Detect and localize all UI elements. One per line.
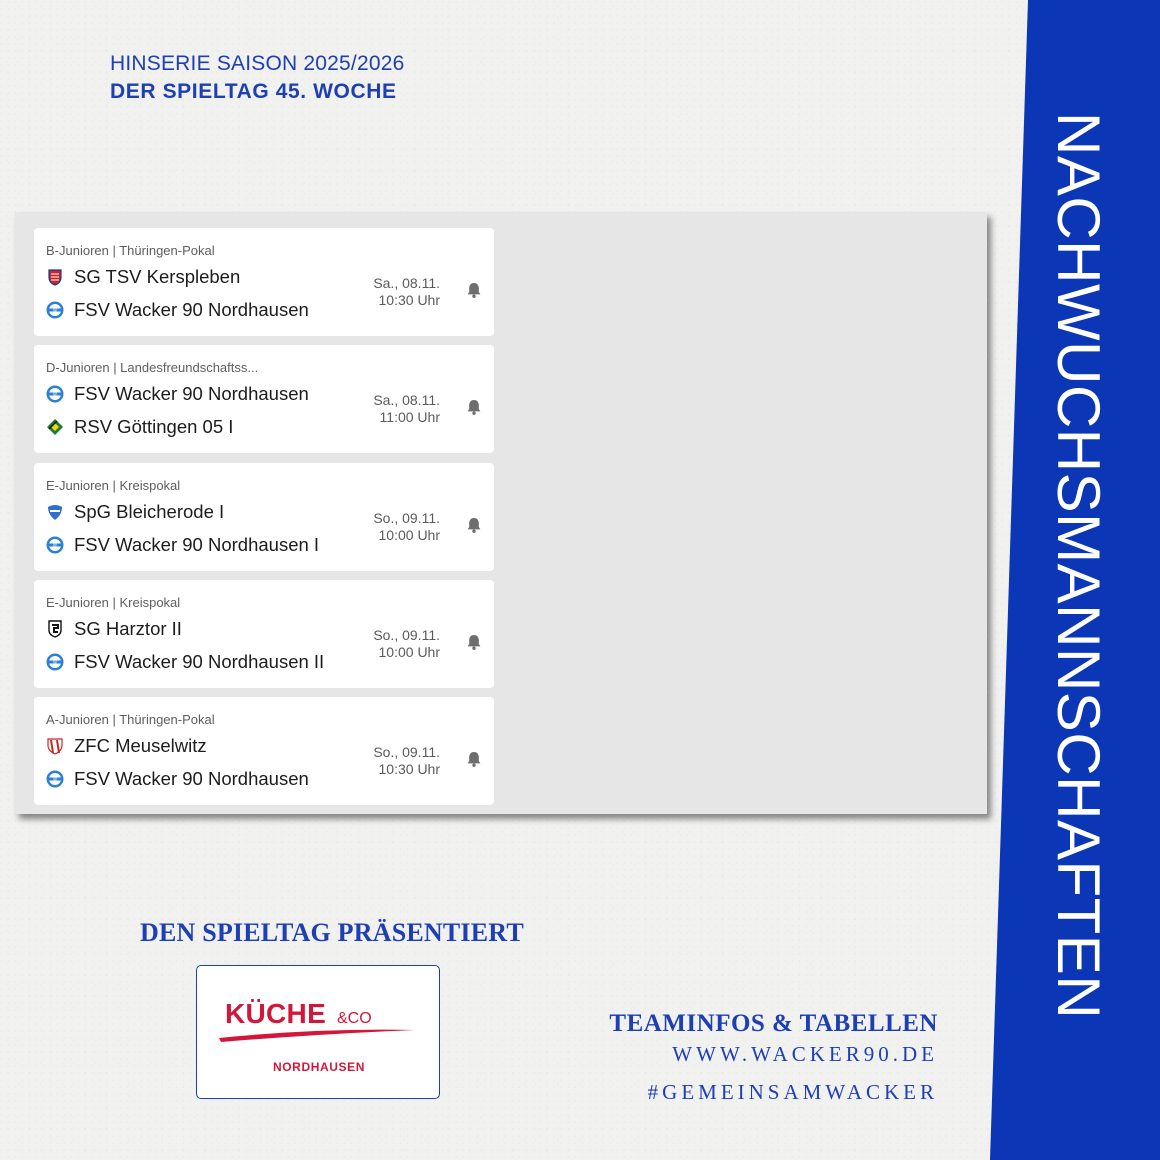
match-card[interactable] [34,463,494,571]
competition-label: B-Junioren | Thüringen-Pokal [46,243,215,258]
svg-text:W: W [53,776,57,782]
match-date: So., 09.11. [373,510,440,526]
match-date: So., 09.11. [373,627,440,643]
matchday-title: DER SPIELTAG 45. WOCHE [110,80,397,103]
match-time: 11:00 Uhr [379,409,440,425]
sponsor-heading: DEN SPIELTAG PRÄSENTIERT [140,918,524,947]
away-team[interactable] [46,767,309,791]
away-team[interactable] [46,650,324,674]
match-datetime [373,392,440,426]
match-time: 10:00 Uhr [378,527,440,543]
away-team-name: RSV Göttingen 05 I [74,416,234,437]
away-team[interactable] [46,298,309,322]
website-link[interactable]: WWW.WACKER90.DE [672,1042,938,1066]
home-team-name: FSV Wacker 90 Nordhausen [74,383,309,404]
away-team[interactable] [46,533,319,557]
match-card[interactable] [34,345,494,453]
competition-label: D-Junioren | Landesfreundschaftss... [46,360,259,375]
home-team-name: SG TSV Kerspleben [74,266,241,287]
match-time: 10:00 Uhr [378,644,440,660]
away-team-name: FSV Wacker 90 Nordhausen II [74,651,325,672]
wacker-crest-icon [46,385,64,403]
svg-text:W: W [53,391,57,397]
match-datetime [373,275,440,309]
info-title: TEAMINFOS & TABELLEN [609,1010,938,1037]
svg-text:W: W [53,307,57,313]
harztor-crest-icon [46,620,64,638]
home-team-name: SG Harztor II [74,618,182,639]
wacker-crest-icon [46,536,64,554]
match-date: Sa., 08.11. [373,392,440,408]
away-team-name: FSV Wacker 90 Nordhausen I [74,534,320,555]
swoosh-icon [217,1026,417,1044]
away-team-name: FSV Wacker 90 Nordhausen [74,768,309,789]
bell-icon[interactable] [465,516,483,534]
away-team[interactable] [46,415,233,439]
svg-text:W: W [53,542,57,548]
home-team[interactable] [46,617,182,641]
competition-label: A-Junioren | Thüringen-Pokal [46,712,215,727]
match-card[interactable] [34,697,494,805]
bleicherode-crest-icon [46,503,64,521]
wacker-crest-icon [46,770,64,788]
match-date: Sa., 08.11. [373,275,440,291]
hashtag: #GEMEINSAMWACKER [647,1080,938,1104]
match-datetime [373,510,440,544]
svg-text:W: W [53,659,57,665]
home-team[interactable] [46,734,207,758]
bell-icon[interactable] [465,281,483,299]
match-panel [15,212,987,814]
sponsor-city: NORDHAUSEN [272,1060,365,1074]
competition-label: E-Junioren | Kreispokal [46,595,181,610]
kerspleben-crest-icon [46,268,64,286]
home-team-name: SpG Bleicherode I [74,501,225,522]
home-team-name: ZFC Meuselwitz [74,735,207,756]
match-datetime [373,744,440,778]
sponsor-logo[interactable] [196,965,440,1099]
side-title: NACHWUCHSMANNSCHAFTEN [1045,112,1112,1020]
match-date: So., 09.11. [373,744,440,760]
match-card[interactable] [34,228,494,336]
match-datetime [373,627,440,661]
home-team[interactable] [46,265,240,289]
competition-label: E-Junioren | Kreispokal [46,478,181,493]
match-time: 10:30 Uhr [378,761,440,777]
match-time: 10:30 Uhr [378,292,440,308]
season-label: HINSERIE SAISON 2025/2026 [110,52,405,75]
goettingen-crest-icon [46,418,64,436]
bell-icon[interactable] [465,750,483,768]
bell-icon[interactable] [465,633,483,651]
meuselwitz-crest-icon [46,737,64,755]
wacker-crest-icon [46,653,64,671]
bell-icon[interactable] [465,398,483,416]
home-team[interactable] [46,382,309,406]
sponsor-suffix: &CO [337,1010,372,1027]
home-team[interactable] [46,500,224,524]
wacker-crest-icon [46,301,64,319]
match-card[interactable] [34,580,494,688]
sponsor-name: KÜCHE [225,998,327,1029]
away-team-name: FSV Wacker 90 Nordhausen [74,299,309,320]
